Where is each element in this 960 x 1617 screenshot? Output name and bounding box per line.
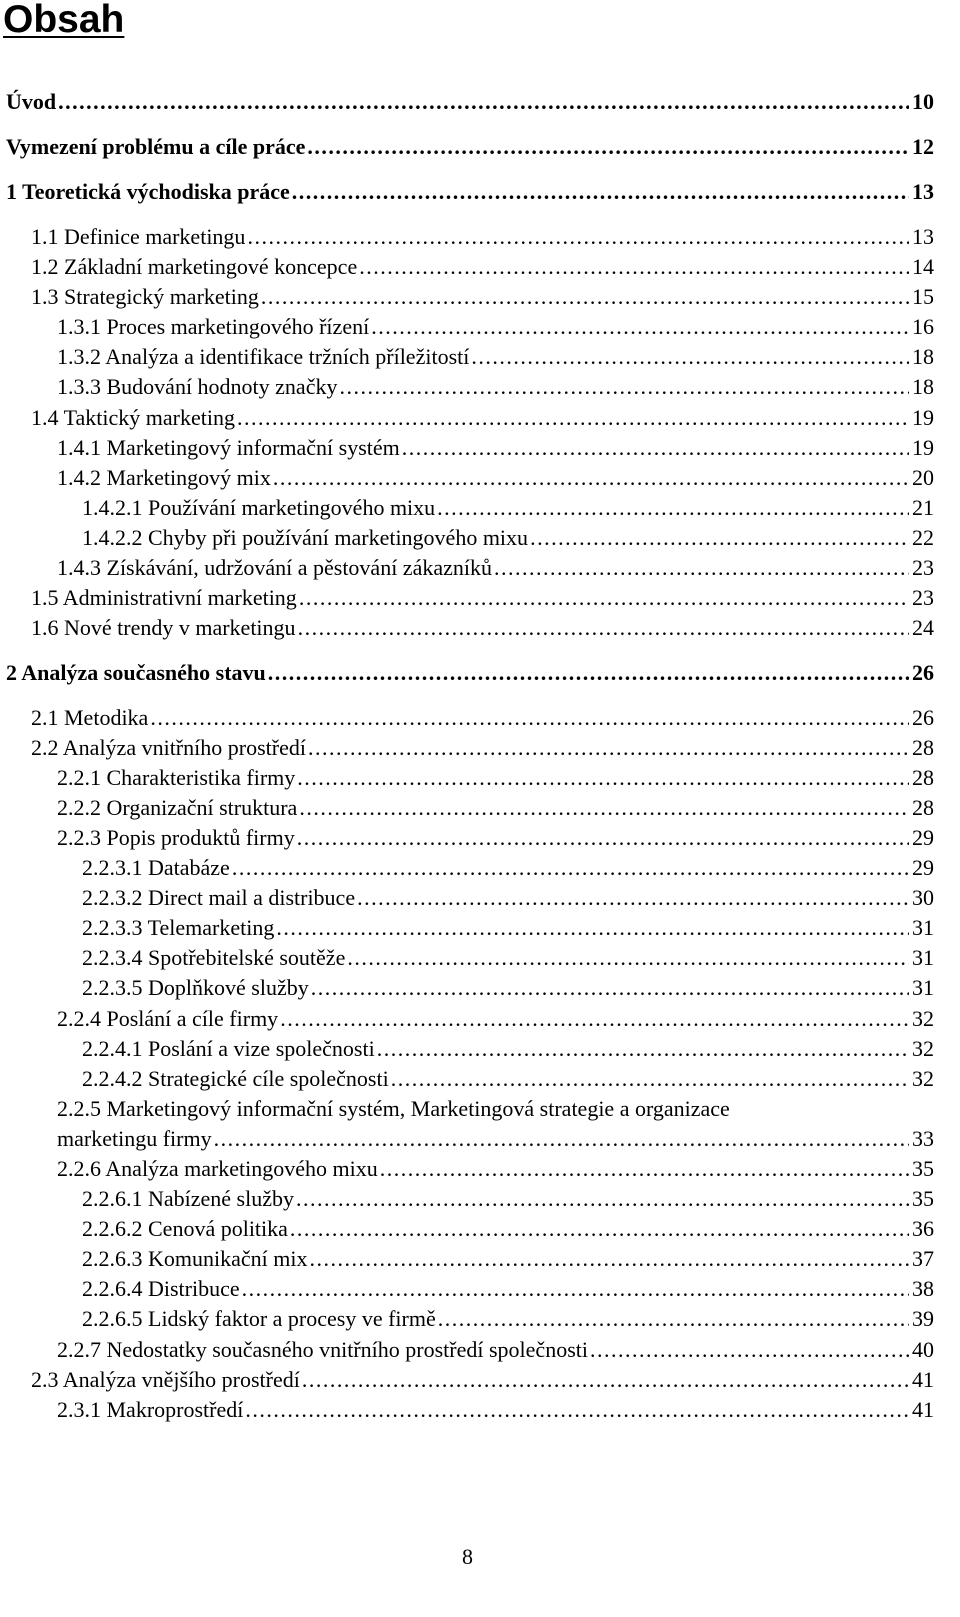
- toc-entry-label: 2.2.6.1 Nabízené služby: [82, 1186, 294, 1211]
- toc-entry[interactable]: [57, 463, 934, 493]
- toc-entry-page: 20: [912, 465, 934, 490]
- toc-entry-label: 2.2.3.1 Databáze: [82, 855, 230, 880]
- dot-leader: [530, 523, 909, 553]
- toc-entry-label: 1.4.2 Marketingový mix: [57, 465, 271, 490]
- toc-entry-label: 1.4.2.2 Chyby při používání marketingového mixu: [82, 525, 529, 550]
- toc-entry-label: 2.2 Analýza vnitřního prostředí: [31, 735, 306, 760]
- toc-entry-label: 2.2.4.1 Poslání a vize společnosti: [82, 1036, 375, 1061]
- dot-leader: [438, 1304, 909, 1334]
- toc-entry-label: Úvod: [6, 89, 57, 114]
- dot-leader: [297, 763, 909, 793]
- toc-entry[interactable]: [31, 403, 934, 433]
- dot-leader: [402, 433, 909, 463]
- dot-leader: [494, 553, 909, 583]
- dot-leader: [299, 583, 909, 613]
- toc-entry[interactable]: [57, 312, 934, 342]
- dot-leader: [297, 823, 909, 853]
- dot-leader: [150, 703, 909, 733]
- toc-entry-page: 12: [912, 134, 934, 159]
- toc-entry-page: 18: [912, 374, 934, 399]
- toc-entry-label: 2.2.3.3 Telemarketing: [82, 915, 275, 940]
- toc-entry-page: 32: [912, 1036, 934, 1061]
- toc-entry-label: marketingu firmy: [57, 1126, 212, 1151]
- toc-entry[interactable]: [31, 1365, 934, 1395]
- dot-leader: [298, 613, 909, 643]
- dot-leader: [280, 1004, 909, 1034]
- toc-entry-page: 35: [912, 1186, 934, 1211]
- dot-leader: [276, 913, 909, 943]
- toc-entry-page: 19: [912, 405, 934, 430]
- toc-entry-label: 2.2.6.4 Distribuce: [82, 1276, 240, 1301]
- toc-entry[interactable]: [6, 177, 934, 207]
- dot-leader: [299, 793, 909, 823]
- dot-leader: [380, 1154, 909, 1184]
- toc-entry-label: 2.2.6.2 Cenová politika: [82, 1216, 288, 1241]
- toc-entry[interactable]: [31, 282, 934, 312]
- toc-entry-label: 2.2.4 Poslání a cíle firmy: [57, 1006, 279, 1031]
- toc-entry-page: 18: [912, 344, 934, 369]
- toc-entry-label: 2.3.1 Makroprostředí: [57, 1397, 244, 1422]
- dot-leader: [302, 1365, 909, 1395]
- toc-entry-page: 16: [912, 314, 934, 339]
- toc-entry[interactable]: [82, 883, 934, 913]
- toc-entry-page: 31: [912, 915, 934, 940]
- toc-entry-page: 37: [912, 1246, 934, 1271]
- toc-entry-page: 41: [912, 1367, 934, 1392]
- toc-entry[interactable]: [57, 1124, 934, 1154]
- toc-entry-label: 2.2.6.3 Komunikační mix: [82, 1246, 308, 1271]
- toc-entry-label: 1.5 Administrativní marketing: [31, 585, 297, 610]
- dot-leader: [308, 733, 909, 763]
- toc-entry-page: 22: [912, 525, 934, 550]
- dot-leader: [339, 372, 909, 402]
- toc-entry[interactable]: [6, 87, 934, 117]
- toc-entry-label: 1.6 Nové trendy v marketingu: [31, 615, 296, 640]
- toc-entry[interactable]: [57, 553, 934, 583]
- toc-entry-label: 1.3.2 Analýza a identifikace tržních příležitostí: [57, 344, 470, 369]
- toc-entry-page: 28: [912, 795, 934, 820]
- toc-entry-label: 2.2.3.4 Spotřebitelské soutěže: [82, 945, 346, 970]
- toc-entry-label: 1.3.1 Proces marketingového řízení: [57, 314, 370, 339]
- toc-entry[interactable]: [82, 493, 934, 523]
- toc-entry-label: 1.2 Základní marketingové koncepce: [31, 254, 358, 279]
- toc-entry-label: 2 Analýza současného stavu: [6, 660, 266, 685]
- dot-leader: [307, 132, 909, 162]
- toc-entry-page: 32: [912, 1006, 934, 1031]
- toc-entry-label: 2.2.6 Analýza marketingového mixu: [57, 1156, 378, 1181]
- toc-entry-page: 31: [912, 945, 934, 970]
- toc-entry[interactable]: [82, 943, 934, 973]
- toc-entry[interactable]: [82, 523, 934, 553]
- toc-entry-label: Vymezení problému a cíle práce: [6, 134, 306, 159]
- toc-entry-label: 2.2.7 Nedostatky současného vnitřního prostředí společnosti: [57, 1337, 588, 1362]
- toc-entry-page: 33: [912, 1126, 934, 1151]
- toc-entry[interactable]: [6, 658, 934, 688]
- toc-entry-label: 2.2.2 Organizační struktura: [57, 795, 298, 820]
- toc-entry-page: 39: [912, 1306, 934, 1331]
- toc-entry-page: 28: [912, 735, 934, 760]
- toc-entry-label: 1.3 Strategický marketing: [31, 284, 259, 309]
- dot-leader: [273, 463, 909, 493]
- dot-leader: [214, 1124, 909, 1154]
- toc-entry[interactable]: [57, 433, 934, 463]
- toc-entry-page: 13: [912, 224, 934, 249]
- toc-entry[interactable]: [82, 1214, 934, 1244]
- toc-entry[interactable]: [57, 823, 934, 853]
- dot-leader: [471, 342, 909, 372]
- toc-entry-page: 38: [912, 1276, 934, 1301]
- toc-entry-page: 13: [912, 179, 934, 204]
- toc-entry[interactable]: [82, 1064, 934, 1094]
- dot-leader: [247, 222, 909, 252]
- toc-entry-page: 36: [912, 1216, 934, 1241]
- toc-entry-page: 28: [912, 765, 934, 790]
- toc-entry[interactable]: [57, 763, 934, 793]
- dot-leader: [292, 177, 909, 207]
- toc-entry-label: 2.2.3.5 Doplňkové služby: [82, 975, 309, 1000]
- toc-entry-label: 2.1 Metodika: [31, 705, 149, 730]
- toc-entry-label: 1.4.2.1 Používání marketingového mixu: [82, 495, 436, 520]
- toc-entry[interactable]: [6, 132, 934, 162]
- toc-entry-page: 21: [912, 495, 934, 520]
- toc-entry-page: 30: [912, 885, 934, 910]
- toc-entry[interactable]: [31, 583, 934, 613]
- toc-entry[interactable]: [82, 1244, 934, 1274]
- dot-leader: [261, 282, 909, 312]
- page-number: 8: [462, 1544, 473, 1569]
- toc-entry[interactable]: [82, 973, 934, 1003]
- dot-leader: [357, 883, 909, 913]
- dot-leader: [290, 1214, 909, 1244]
- toc-entry-label: 2.2.5 Marketingový informační systém, Marketingová strategie a organizace: [57, 1096, 730, 1121]
- toc-entry[interactable]: [57, 793, 934, 823]
- toc-entry-label: 2.2.3 Popis produktů firmy: [57, 825, 295, 850]
- dot-leader: [58, 87, 909, 117]
- dot-leader: [590, 1335, 909, 1365]
- toc-entry-label: 2.2.6.5 Lidský faktor a procesy ve firmě: [82, 1306, 436, 1331]
- toc-entry-label: 1.1 Definice marketingu: [31, 224, 246, 249]
- toc-entry-page: 15: [912, 284, 934, 309]
- toc-entry[interactable]: [82, 853, 934, 883]
- toc-entry-label: 1.4 Taktický marketing: [31, 405, 235, 430]
- toc-entry-page: 29: [912, 855, 934, 880]
- toc-entry-label: 2.2.4.2 Strategické cíle společnosti: [82, 1066, 389, 1091]
- toc-entry[interactable]: [31, 613, 934, 643]
- toc-entry[interactable]: [82, 1274, 934, 1304]
- dot-leader: [371, 312, 909, 342]
- toc-entry[interactable]: [57, 1154, 934, 1184]
- toc-entry-page: 23: [912, 555, 934, 580]
- toc-entry-page: 26: [912, 660, 934, 685]
- toc-entry-page: 10: [912, 89, 934, 114]
- toc-entry-page: 24: [912, 615, 934, 640]
- toc-entry[interactable]: [82, 913, 934, 943]
- toc-entry[interactable]: [31, 733, 934, 763]
- dot-leader: [268, 658, 909, 688]
- toc-entry[interactable]: [57, 372, 934, 402]
- toc-entry[interactable]: [31, 252, 934, 282]
- toc-entry-page: 14: [912, 254, 934, 279]
- dot-leader: [311, 973, 909, 1003]
- toc-entry-label: 1 Teoretická východiska práce: [6, 179, 290, 204]
- dot-leader: [359, 252, 909, 282]
- dot-leader: [347, 943, 909, 973]
- dot-leader: [309, 1244, 909, 1274]
- toc-entry-label: 2.2.1 Charakteristika firmy: [57, 765, 296, 790]
- page-title: Obsah: [3, 0, 125, 41]
- toc-entry-page: 23: [912, 585, 934, 610]
- toc-entry[interactable]: [57, 1395, 934, 1425]
- dot-leader: [245, 1395, 909, 1425]
- toc-entry-label: 1.4.1 Marketingový informační systém: [57, 435, 400, 460]
- toc-entry[interactable]: [82, 1184, 934, 1214]
- toc-entry[interactable]: [82, 1304, 934, 1334]
- toc-entry-label: 1.4.3 Získávání, udržování a pěstování zákazníků: [57, 555, 492, 580]
- dot-leader: [242, 1274, 909, 1304]
- toc-entry-page: 26: [912, 705, 934, 730]
- dot-leader: [296, 1184, 909, 1214]
- toc-entry-label: 1.3.3 Budování hodnoty značky: [57, 374, 338, 399]
- toc-entry-page: 41: [912, 1397, 934, 1422]
- dot-leader: [237, 403, 909, 433]
- toc-entry-page: 29: [912, 825, 934, 850]
- toc-entry-page: 31: [912, 975, 934, 1000]
- toc-entry-page: 40: [912, 1337, 934, 1362]
- toc-entry-page: 35: [912, 1156, 934, 1181]
- toc-entry[interactable]: [57, 1335, 934, 1365]
- toc-entry-label: 2.2.3.2 Direct mail a distribuce: [82, 885, 356, 910]
- toc-entry-label: 2.3 Analýza vnějšího prostředí: [31, 1367, 300, 1392]
- toc-entry-page: 19: [912, 435, 934, 460]
- toc-entry[interactable]: [82, 1034, 934, 1064]
- toc-entry[interactable]: [57, 1004, 934, 1034]
- dot-leader: [391, 1064, 909, 1094]
- dot-leader: [232, 853, 909, 883]
- toc-entry-page: 32: [912, 1066, 934, 1091]
- toc-entry[interactable]: [57, 342, 934, 372]
- dot-leader: [377, 1034, 909, 1064]
- toc-entry[interactable]: [31, 222, 934, 252]
- toc-entry[interactable]: [31, 703, 934, 733]
- dot-leader: [437, 493, 909, 523]
